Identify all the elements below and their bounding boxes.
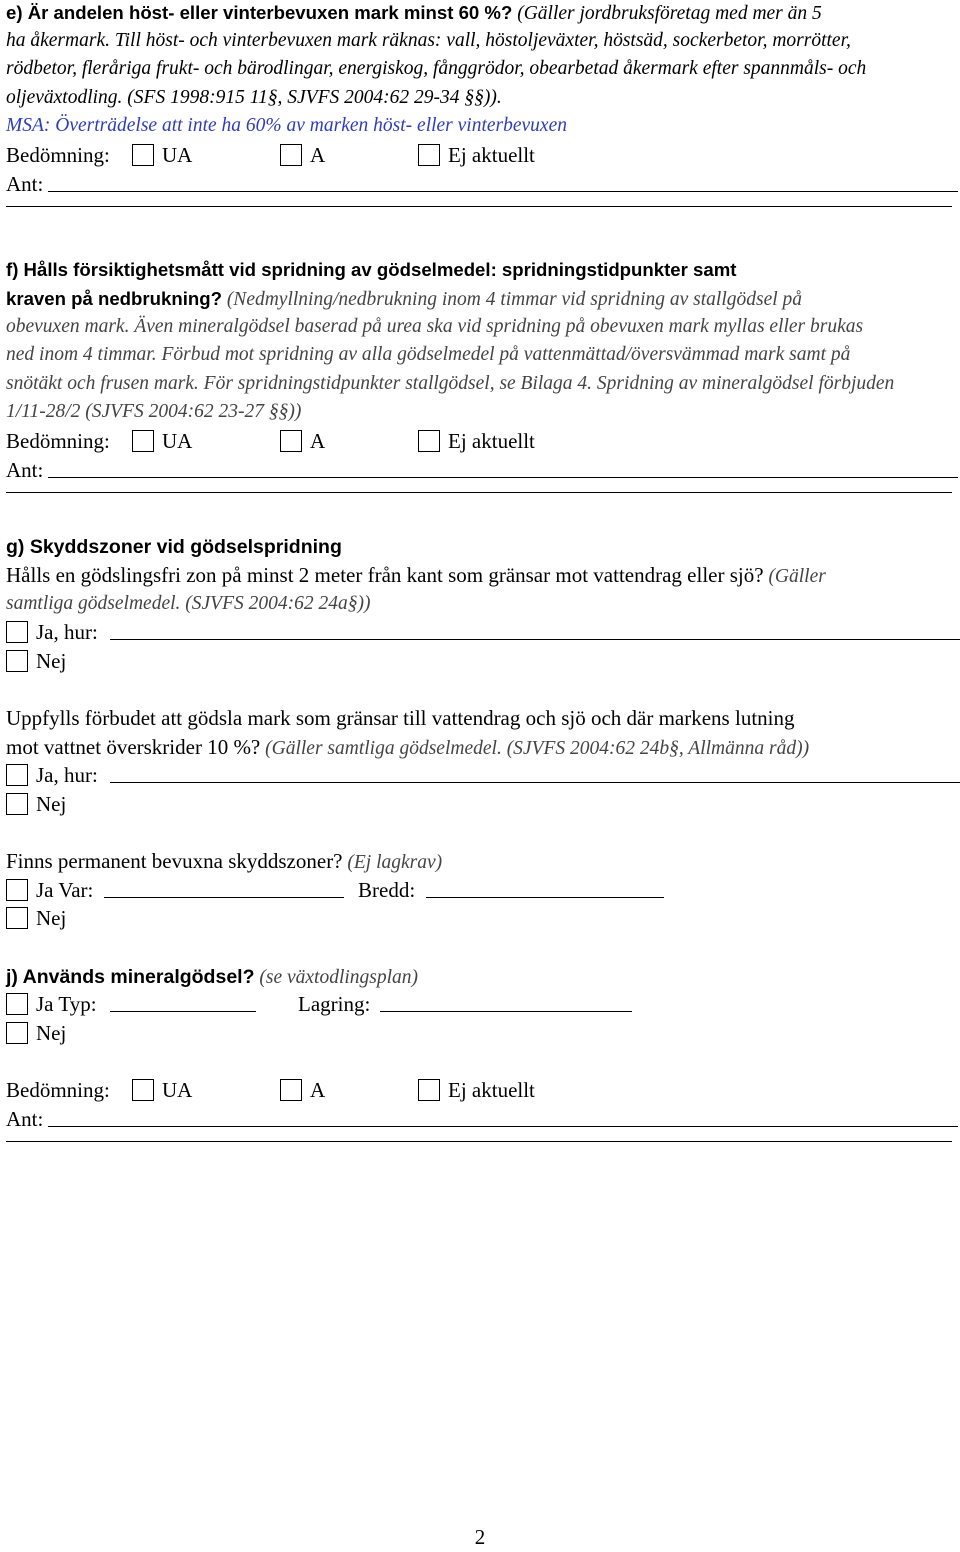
checkbox[interactable] [280, 1079, 302, 1101]
ant-label: Ant: [6, 457, 44, 482]
rating-label: Bedömning: [6, 1077, 110, 1102]
q3-ja-row: Ja Var: Bredd: [6, 876, 954, 905]
ant-field[interactable] [48, 1126, 958, 1127]
ant-extra-line-f [6, 484, 954, 513]
section-f-line6: 1/11-28/2 (SJVFS 2004:62 23-27 §§)) [6, 401, 302, 423]
ant-extra-line-e [6, 198, 954, 227]
ja-var-field[interactable] [104, 897, 344, 898]
checkbox-ja[interactable] [6, 879, 28, 901]
bredd-field[interactable] [426, 897, 664, 898]
q2-ja-row: Ja, hur: [6, 761, 954, 790]
ant-field-line[interactable] [6, 1141, 952, 1142]
ant-field[interactable] [48, 477, 958, 478]
j-nej-row: Nej [6, 1019, 954, 1048]
checkbox[interactable] [132, 430, 154, 452]
q2-nej-row: Nej [6, 790, 954, 819]
checkbox[interactable] [418, 144, 440, 166]
section-f-line2: kraven på nedbrukning? (Nedmyllning/nedbrukning inom 4 timmar vid spridning av stallgödsel på [6, 287, 803, 310]
ja-hur-field[interactable] [110, 639, 960, 640]
rating-row-j [6, 1076, 954, 1105]
ja-hur-field[interactable] [110, 782, 960, 783]
checkbox[interactable] [132, 144, 154, 166]
checkbox[interactable] [132, 1079, 154, 1101]
ant-field-line[interactable] [6, 492, 952, 493]
checkbox-nej[interactable] [6, 1022, 28, 1044]
rating-option-ej-aktuellt[interactable]: Ej aktuellt [418, 427, 535, 456]
lagring-field[interactable] [380, 1011, 632, 1012]
checkbox[interactable] [280, 430, 302, 452]
section-e-note: (Gäller jordbruksföretag med mer än 5 [512, 3, 822, 24]
rating-option-ua[interactable]: UA [132, 1076, 192, 1105]
rating-option-a[interactable]: A [280, 427, 325, 456]
ja-typ-field[interactable] [110, 1011, 256, 1012]
j-ja-row: Ja Typ: Lagring: [6, 990, 954, 1019]
section-g-heading: g) Skyddszoner vid gödselspridning [6, 535, 342, 558]
checkbox[interactable] [280, 144, 302, 166]
rating-option-ua[interactable]: UA [132, 141, 192, 170]
section-e-line2: ha åkermark. Till höst- och vinterbevuxen mark räknas: vall, höstoljeväxter, höstsäd, sockerbetor, morrötter, [6, 29, 851, 51]
ant-extra-line-j [6, 1133, 954, 1162]
bredd-label: Bredd: [358, 877, 416, 902]
q3-nej-row: Nej [6, 904, 954, 933]
ant-row-e [6, 170, 954, 199]
ant-label: Ant: [6, 1106, 44, 1131]
q1-ja-row: Ja, hur: [6, 618, 954, 647]
rating-option-a[interactable]: A [280, 141, 325, 170]
section-f-title: f) Hålls försiktighetsmått vid spridning av gödselmedel: spridningstidpunkter samt [6, 259, 737, 281]
section-e-msa: MSA: Överträdelse att inte ha 60% av marken höst- eller vinterbevuxen [6, 115, 567, 137]
lagring-label: Lagring: [298, 992, 371, 1017]
section-f-line3: obevuxen mark. Även mineralgödsel baserad på urea ska vid spridning på obevuxen mark myllas eller brukas [6, 315, 864, 337]
section-e-title: e) Är andelen höst- eller vinterbevuxen mark minst 60 %? [6, 2, 513, 23]
rating-option-ej-aktuellt[interactable]: Ej aktuellt [418, 141, 535, 170]
section-e-line1 [6, 0, 954, 27]
rating-option-ej-aktuellt[interactable]: Ej aktuellt [418, 1076, 535, 1105]
q1-nej-row: Nej [6, 647, 954, 676]
section-e-line3: rödbetor, fleråriga frukt- och bärodlingar, energiskog, fånggrödor, obearbetad åkermark efter spannmåls- och [6, 58, 867, 80]
ant-field-line[interactable] [6, 206, 952, 207]
checkbox-nej[interactable] [6, 793, 28, 815]
rating-label: Bedömning: [6, 142, 110, 167]
section-g-q1-line1: Hålls en gödslingsfri zon på minst 2 meter från kant som gränsar mot vattendrag eller sjö? (Gäller [6, 563, 826, 588]
checkbox-nej[interactable] [6, 907, 28, 929]
section-f-line1 [6, 255, 954, 284]
section-g-q1-line2: samtliga gödselmedel. (SJVFS 2004:62 24a§)) [6, 592, 371, 614]
rating-row-f [6, 427, 954, 456]
checkbox-nej[interactable] [6, 650, 28, 672]
ant-label: Ant: [6, 171, 44, 196]
section-f-line5: snötäkt och frusen mark. För spridningstidpunkter stallgödsel, se Bilaga 4. Spridning av mineralgödsel förbjuden [6, 372, 895, 394]
checkbox-ja[interactable] [6, 993, 28, 1015]
checkbox[interactable] [418, 1079, 440, 1101]
section-f-line4: ned inom 4 timmar. Förbud mot spridning av alla gödselmedel på vattenmättad/översvämmad mark samt på [6, 344, 851, 366]
ant-row-f [6, 456, 954, 485]
section-g-q2-line2: mot vattnet överskrider 10 %? (Gäller samtliga gödselmedel. (SJVFS 2004:62 24b§, Allmänna råd)) [6, 734, 810, 759]
rating-label: Bedömning: [6, 428, 110, 453]
form-page [6, 0, 954, 1162]
section-g-q2-line1: Uppfylls förbudet att gödsla mark som gränsar till vattendrag och sjö och där markens lutning [6, 706, 795, 731]
ant-row-j [6, 1105, 954, 1134]
rating-option-a[interactable]: A [280, 1076, 325, 1105]
section-j-heading: j) Används mineralgödsel? (se växtodlingsplan) [6, 965, 419, 988]
section-e-line4: oljeväxtodling. (SFS 1998:915 11§, SJVFS 2004:62 29-34 §§)). [6, 86, 502, 108]
checkbox[interactable] [418, 430, 440, 452]
page-number: 2 [474, 1525, 486, 1549]
checkbox-ja[interactable] [6, 764, 28, 786]
rating-option-ua[interactable]: UA [132, 427, 192, 456]
rating-row-e [6, 141, 954, 170]
ant-field[interactable] [48, 191, 958, 192]
section-g-q3: Finns permanent bevuxna skyddszoner? (Ej lagkrav) [6, 849, 443, 874]
checkbox-ja[interactable] [6, 621, 28, 643]
